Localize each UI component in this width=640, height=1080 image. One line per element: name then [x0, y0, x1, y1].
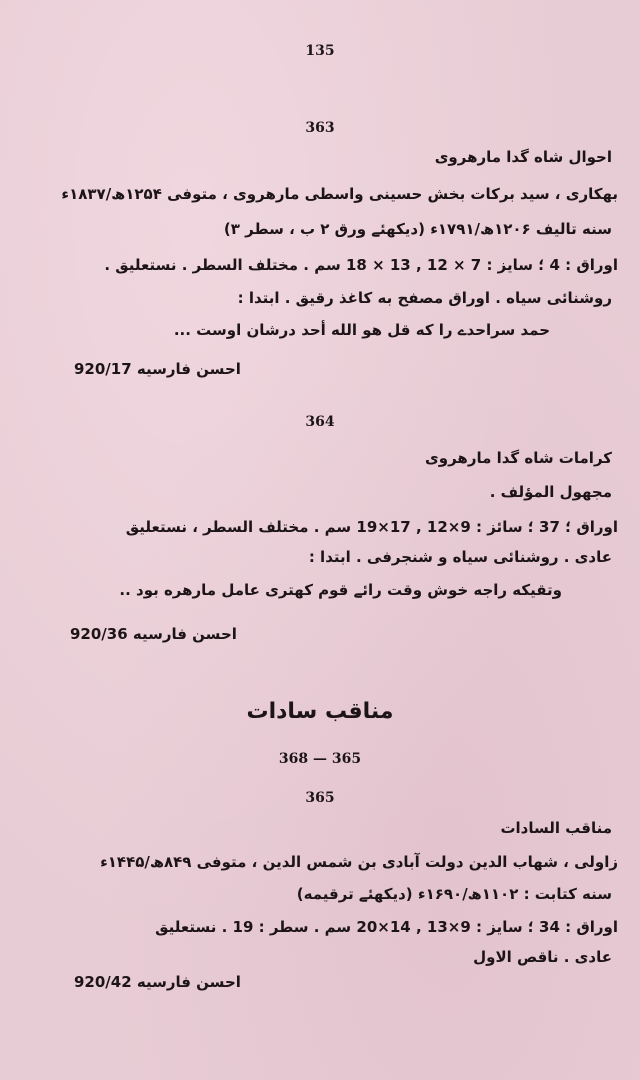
- entry-number: 363: [305, 120, 335, 136]
- entry-number: 364: [305, 414, 335, 430]
- entry-author: زاولی ، شهاب الدین دولت آبادی بن شمس الدین ، متوفی ۸۴۹ھ/۱۴۴۵ء: [100, 853, 618, 871]
- section-range: 368 — 365: [278, 751, 362, 767]
- entry-physical-description: اوراق : 34 ؛ سایز : 9×13 , 14×20 سم . سطر : 19 . نستعلیق: [155, 918, 618, 936]
- entry-title: احوال شاه گدا مارهروی: [434, 148, 612, 166]
- entry-physical-description: اوراق ؛ 37 ؛ سائز : 9×12 , 17×19 سم . مختلف السطر ، نستعلیق: [125, 518, 618, 536]
- entry-date: سنه کتابت : ۱۱۰۲ھ/۱۶۹۰ء (دیکھئے ترقیمه): [296, 885, 612, 903]
- entry-author: مجهول المؤلف .: [489, 483, 612, 501]
- entry-author: بهکاری ، سید برکات بخش حسینی واسطی مارهروی ، متوفی ۱۲۵۴ھ/۱۸۳۷ء: [61, 185, 618, 203]
- entry-shelfmark: احسن فارسیه 920/36: [70, 625, 237, 643]
- entry-physical-description: اوراق : 4 ؛ سایز : 7 × 12 , 13 × 18 سم . مختلف السطر . نستعلیق .: [104, 256, 618, 274]
- page-number: 135: [305, 43, 335, 59]
- entry-title: کرامات شاه گدا مارهروی: [425, 449, 612, 467]
- entry-shelfmark: احسن فارسیه 920/42: [74, 973, 241, 991]
- entry-title: مناقب السادات: [500, 819, 612, 837]
- section-heading: مناقب سادات: [246, 699, 394, 724]
- entry-physical-description: عادی . ناقص الاول: [473, 948, 612, 966]
- entry-number: 365: [305, 790, 335, 806]
- entry-incipit: وتقیکه راجه خوش وقت رائے قوم کهتری عامل مارهره بود ..: [119, 581, 562, 599]
- entry-physical-description: عادی . روشنائی سیاه و شنجرفی . ابتدا :: [308, 548, 612, 566]
- entry-incipit: حمد سراحدے را که قل هو الله أحد درشان اوست ...: [173, 321, 550, 339]
- entry-date: سنه تالیف ۱۲۰۶ھ/۱۷۹۱ء (دیکھئے ورق ۲ ب ، سطر ۳): [223, 220, 612, 238]
- entry-shelfmark: احسن فارسیه 920/17: [74, 360, 241, 378]
- entry-physical-description: روشنائی سیاه . اوراق مصفح به کاغذ رقیق . ابتدا :: [237, 289, 612, 307]
